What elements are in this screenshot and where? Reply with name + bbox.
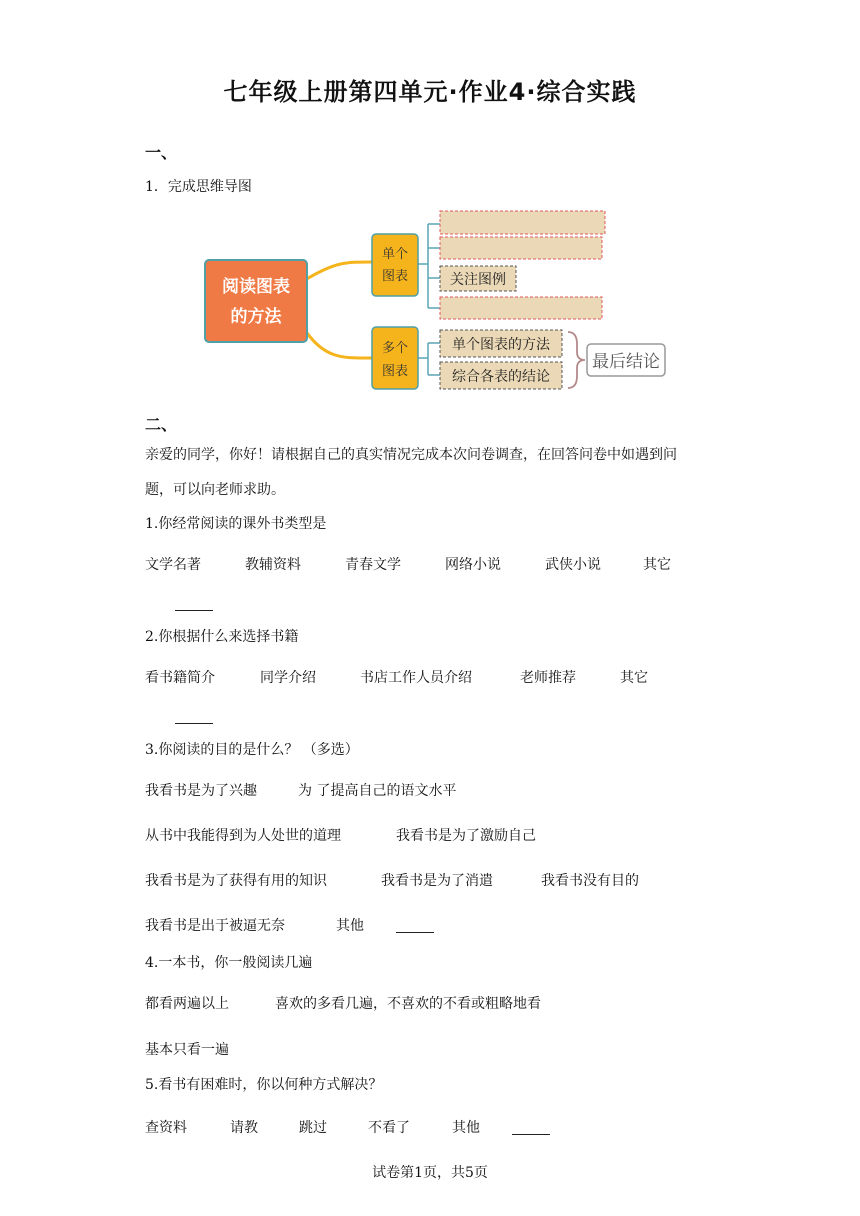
q1-option[interactable]: 教辅资料 (245, 557, 301, 573)
mindmap-blank-2[interactable] (440, 237, 602, 259)
mindmap-branch-multi-line2: 图表 (381, 364, 409, 379)
question-4: 4.一本书，你一般阅读几遍 (145, 955, 313, 971)
question-5: 5.看书有困难时，你以何种方式解决？ (145, 1077, 383, 1093)
mindmap-center-line1: 阅读图表 (222, 277, 290, 297)
mindmap-branch-multi (372, 327, 418, 389)
q3-option[interactable]: 其他 (336, 918, 364, 934)
q3-option[interactable]: 我看书是为了激励自己 (396, 828, 536, 844)
q5-option[interactable]: 不看了 (368, 1120, 410, 1136)
q5-option[interactable]: 查资料 (145, 1120, 187, 1136)
q3-option[interactable]: 我看书是出于被逼无奈 (145, 918, 285, 934)
q3-other-blank[interactable] (396, 931, 434, 933)
section-2-heading: 二、 (145, 415, 178, 434)
q3-option[interactable]: 我看书没有目的 (541, 873, 639, 889)
mindmap-conclusion-text: 最后结论 (592, 352, 660, 372)
mindmap-leaf-legend-text: 关注图例 (450, 272, 506, 288)
q1-option[interactable]: 网络小说 (445, 557, 501, 573)
question-1: 1.你经常阅读的课外书类型是 (145, 516, 327, 532)
section-1-heading: 一、 (145, 143, 178, 162)
question-1-mindmap: 1．完成思维导图 (145, 179, 252, 195)
mindmap-leaf-multi-1-text: 单个图表的方法 (452, 337, 550, 353)
mindmap-center-node (205, 260, 307, 342)
q2-option[interactable]: 看书籍简介 (145, 670, 215, 686)
q1-option[interactable]: 文学名著 (145, 557, 201, 573)
mind-map (195, 200, 675, 400)
mindmap-curve-single (305, 262, 372, 280)
q5-option[interactable]: 请教 (230, 1120, 258, 1136)
mindmap-connectors-multi (418, 343, 440, 375)
mindmap-connectors-single (418, 224, 440, 308)
q1-other-blank[interactable] (175, 609, 213, 611)
page-title: 七年级上册第四单元·作业4·综合实践 (223, 78, 637, 106)
q5-option[interactable]: 跳过 (299, 1120, 327, 1136)
q4-option[interactable]: 基本只看一遍 (145, 1042, 229, 1058)
q1-option[interactable]: 青春文学 (345, 557, 401, 573)
question-2: 2.你根据什么来选择书籍 (145, 629, 299, 645)
q5-option[interactable]: 其他 (452, 1120, 480, 1136)
q2-other-blank[interactable] (175, 722, 213, 724)
mindmap-branch-single (372, 234, 418, 296)
mindmap-branch-single-line1: 单个 (381, 247, 409, 262)
mindmap-center-line2: 的方法 (230, 307, 282, 327)
page-footer: 试卷第1页，共5页 (372, 1165, 488, 1181)
q4-option[interactable]: 都看两遍以上 (145, 996, 229, 1012)
mindmap-branch-multi-line1: 多个 (381, 341, 409, 356)
q2-option[interactable]: 同学介绍 (260, 670, 316, 686)
q4-option[interactable]: 喜欢的多看几遍，不喜欢的不看或粗略地看 (275, 996, 541, 1012)
q2-option[interactable]: 其它 (620, 670, 648, 686)
mindmap-branch-single-line2: 图表 (381, 269, 409, 284)
question-3: 3.你阅读的目的是什么？ （多选） (145, 742, 359, 758)
q3-option[interactable]: 从书中我能得到为人处世的道理 (145, 828, 341, 844)
mindmap-curve-multi (305, 330, 372, 358)
q3-option[interactable]: 我看书是为了获得有用的知识 (145, 873, 327, 889)
q2-option[interactable]: 书店工作人员介绍 (360, 670, 472, 686)
mindmap-blank-3[interactable] (440, 297, 602, 319)
q2-option[interactable]: 老师推荐 (520, 670, 576, 686)
intro-line-2: 题，可以向老师求助。 (145, 482, 285, 498)
q5-other-blank[interactable] (512, 1133, 550, 1135)
q3-option[interactable]: 我看书是为了兴趣 (145, 783, 257, 799)
q1-option[interactable]: 武侠小说 (545, 557, 601, 573)
mindmap-blank-1[interactable] (440, 211, 605, 234)
q3-option[interactable]: 为 了提高自己的语文水平 (298, 783, 457, 799)
mindmap-leaf-multi-2-text: 综合各表的结论 (452, 369, 550, 385)
mindmap-brace (568, 332, 585, 388)
intro-line-1: 亲爱的同学，你好！请根据自己的真实情况完成本次问卷调查，在回答问卷中如遇到问 (145, 447, 677, 463)
q1-option[interactable]: 其它 (643, 557, 671, 573)
q3-option[interactable]: 我看书是为了消遣 (381, 873, 493, 889)
